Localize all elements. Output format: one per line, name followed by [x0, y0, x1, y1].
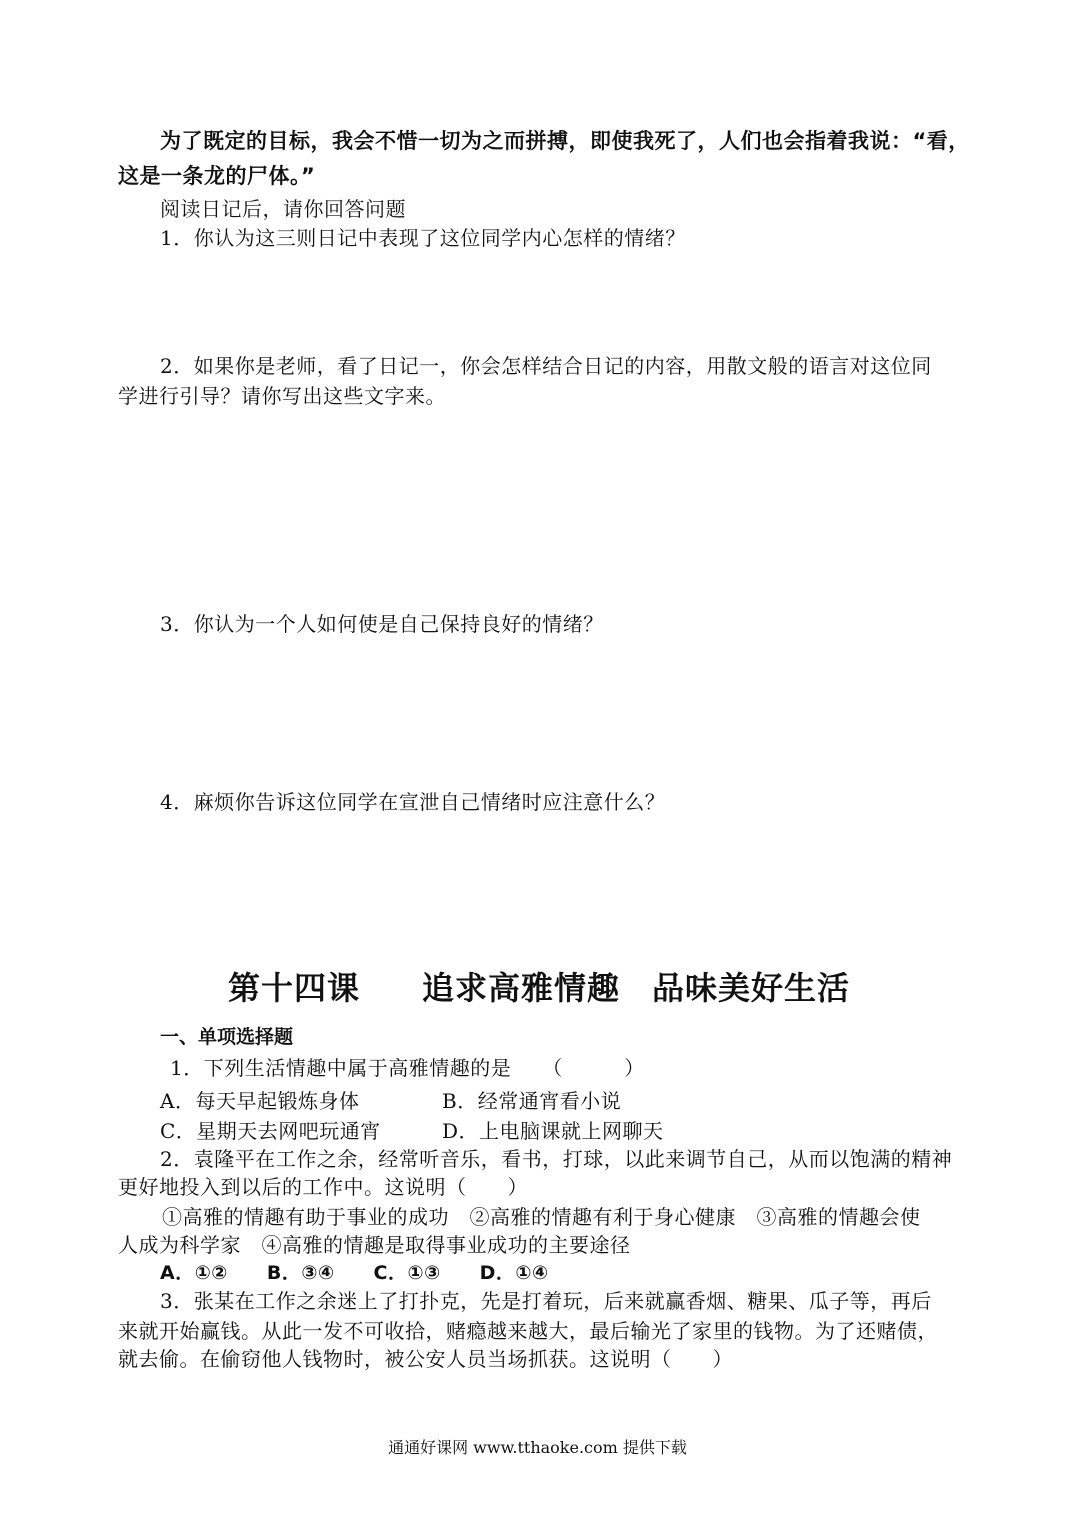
mc-question-3-line-2: 来就开始赢钱。从此一发不可收拾，赌瘾越来越大，最后输光了家里的钱物。为了还赌债，: [118, 1319, 938, 1343]
lesson-title-part-1: 第十四课: [228, 969, 361, 1007]
question-2-line-2: 学进行引导？请你写出这些文字来。: [118, 384, 446, 408]
mc-question-2-options: A．①② B．③④ C．①③ D．①④: [160, 1262, 549, 1284]
question-1: 1．你认为这三则日记中表现了这位同学内心怎样的情绪？: [160, 226, 686, 250]
mc-question-1-option-c: C．星期天去网吧玩通宵: [160, 1119, 381, 1143]
instruction-text: 阅读日记后，请你回答问题: [160, 197, 406, 221]
mc-question-2-line-2: 更好地投入到以后的工作中。这说明（ ）: [118, 1175, 528, 1199]
lesson-title-part-2: 追求高雅情趣: [422, 969, 621, 1007]
mc-question-3-line-1: 3．张某在工作之余迷上了打扑克，先是打着玩，后来就赢香烟、糖果、瓜子等，再后: [160, 1289, 932, 1313]
mc-question-1-option-b: B．经常通宵看小说: [442, 1089, 622, 1113]
diary-quote-line-1: 为了既定的目标，我会不惜一切为之而拼搏，即使我死了，人们也会指着我说：“看，: [160, 129, 970, 153]
mc-question-1-option-d: D．上电脑课就上网聊天: [442, 1119, 664, 1143]
mc-question-2-line-3: ①高雅的情趣有助于事业的成功 ②高雅的情趣有利于身心健康 ③高雅的情趣会使: [162, 1205, 921, 1229]
mc-question-2-line-1: 2．袁隆平在工作之余，经常听音乐，看书，打球，以此来调节自己，从而以饱满的精神: [160, 1147, 953, 1171]
mc-question-1-stem: 1．下列生活情趣中属于高雅情趣的是 （ ）: [170, 1056, 645, 1080]
question-4: 4．麻烦你告诉这位同学在宣泄自己情绪时应注意什么？: [160, 790, 666, 814]
diary-quote-line-2: 这是一条龙的尸体。”: [118, 164, 316, 188]
mc-question-1-option-a: A．每天早起锻炼身体: [160, 1089, 360, 1113]
mc-question-2-line-4: 人成为科学家 ④高雅的情趣是取得事业成功的主要途径: [118, 1233, 631, 1257]
question-2-line-1: 2．如果你是老师，看了日记一，你会怎样结合日记的内容，用散文般的语言对这位同: [160, 354, 932, 378]
question-3: 3．你认为一个人如何使是自己保持良好的情绪？: [160, 612, 604, 636]
lesson-title-part-3: 品味美好生活: [652, 969, 851, 1007]
section-heading-single-choice: 一、单项选择题: [160, 1026, 294, 1048]
mc-question-3-line-3: 就去偷。在偷窃他人钱物时，被公安人员当场抓获。这说明（ ）: [118, 1347, 733, 1371]
page-footer: 通通好课网 www.tthaoke.com 提供下载: [388, 1438, 687, 1457]
